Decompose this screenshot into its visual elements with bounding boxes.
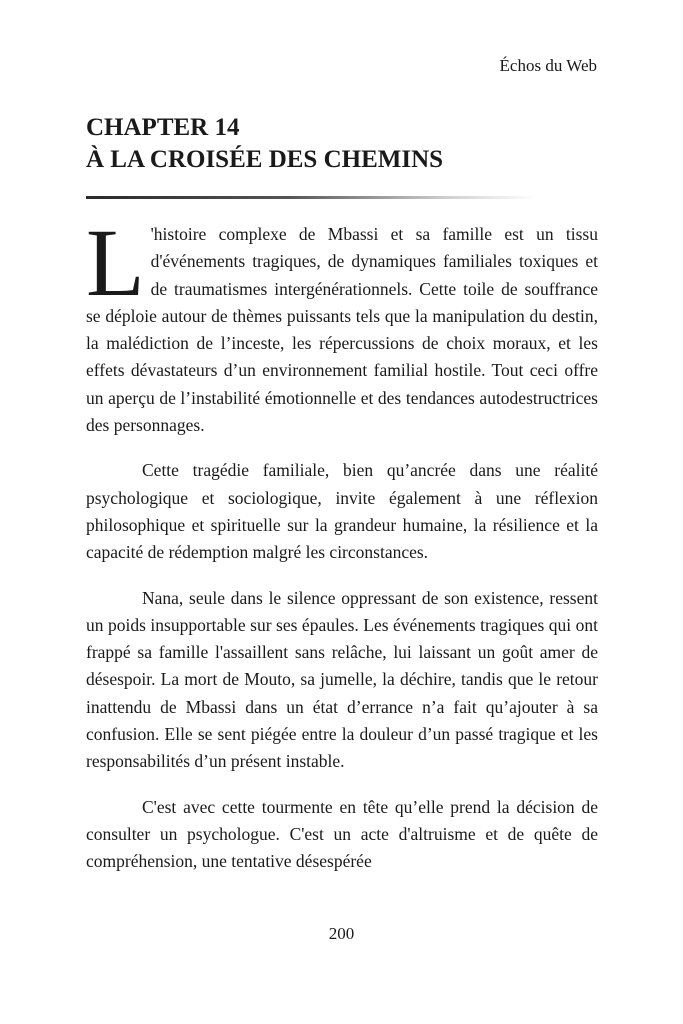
- running-header: Échos du Web: [499, 56, 597, 75]
- paragraph-2: Cette tragédie familiale, bien qu’ancrée dans une réalité psychologique et sociologique, invite également à une réflexion philosophique et spirituelle sur la grandeur humaine, la résilience et la capacité de rédemption malgré les circonstances.: [86, 460, 598, 563]
- drop-cap: L: [86, 209, 145, 316]
- paragraph-1: [86, 209, 598, 439]
- paragraph-3: Nana, seule dans le silence oppressant de son existence, ressent un poids insupportable sur ses épaules. Les événements tragiques qui ont frappé sa famille l'assaillent sans relâche, lui laissant un goût amer de désespoir. La mort de Mouto, sa jumelle, la déchire, tandis que le retour inattendu de Mbassi dans un état d’errance n’a fait qu’ajouter à sa confusion. Elle se sent piégée entre la douleur d’un passé tragique et les responsabilités d’un présent instable.: [86, 587, 598, 772]
- chapter-number: CHAPTER 14: [86, 114, 240, 141]
- title-underline-divider: [86, 196, 536, 199]
- chapter-title: À LA CROISÉE DES CHEMINS: [86, 146, 444, 173]
- paragraph-4: C'est avec cette tourmente en tête qu’elle prend la décision de consulter un psychologue. C'est un acte d'altruisme et de quête de compréhension, une tentative désespérée: [86, 796, 598, 872]
- chapter-heading: [86, 112, 606, 176]
- paragraph-1-text: 'histoire complexe de Mbassi et sa famille est un tissu d'événements tragiques, de dynamiques familiales toxiques et de traumatismes intergénérationnels. Cette toile de souffrance se déploie autour de thèmes puissants tels que la manipulation du destin, la malédiction de l’inceste, les répercussions de choix moraux, et les effets dévastateurs d’un environnement familial hostile. Tout ceci offre un aperçu de l’instabilité émotionnelle et des tendances autodestructrices des personnages.: [86, 224, 598, 436]
- page-number: 200: [328, 924, 355, 943]
- chapter-body: [86, 209, 598, 894]
